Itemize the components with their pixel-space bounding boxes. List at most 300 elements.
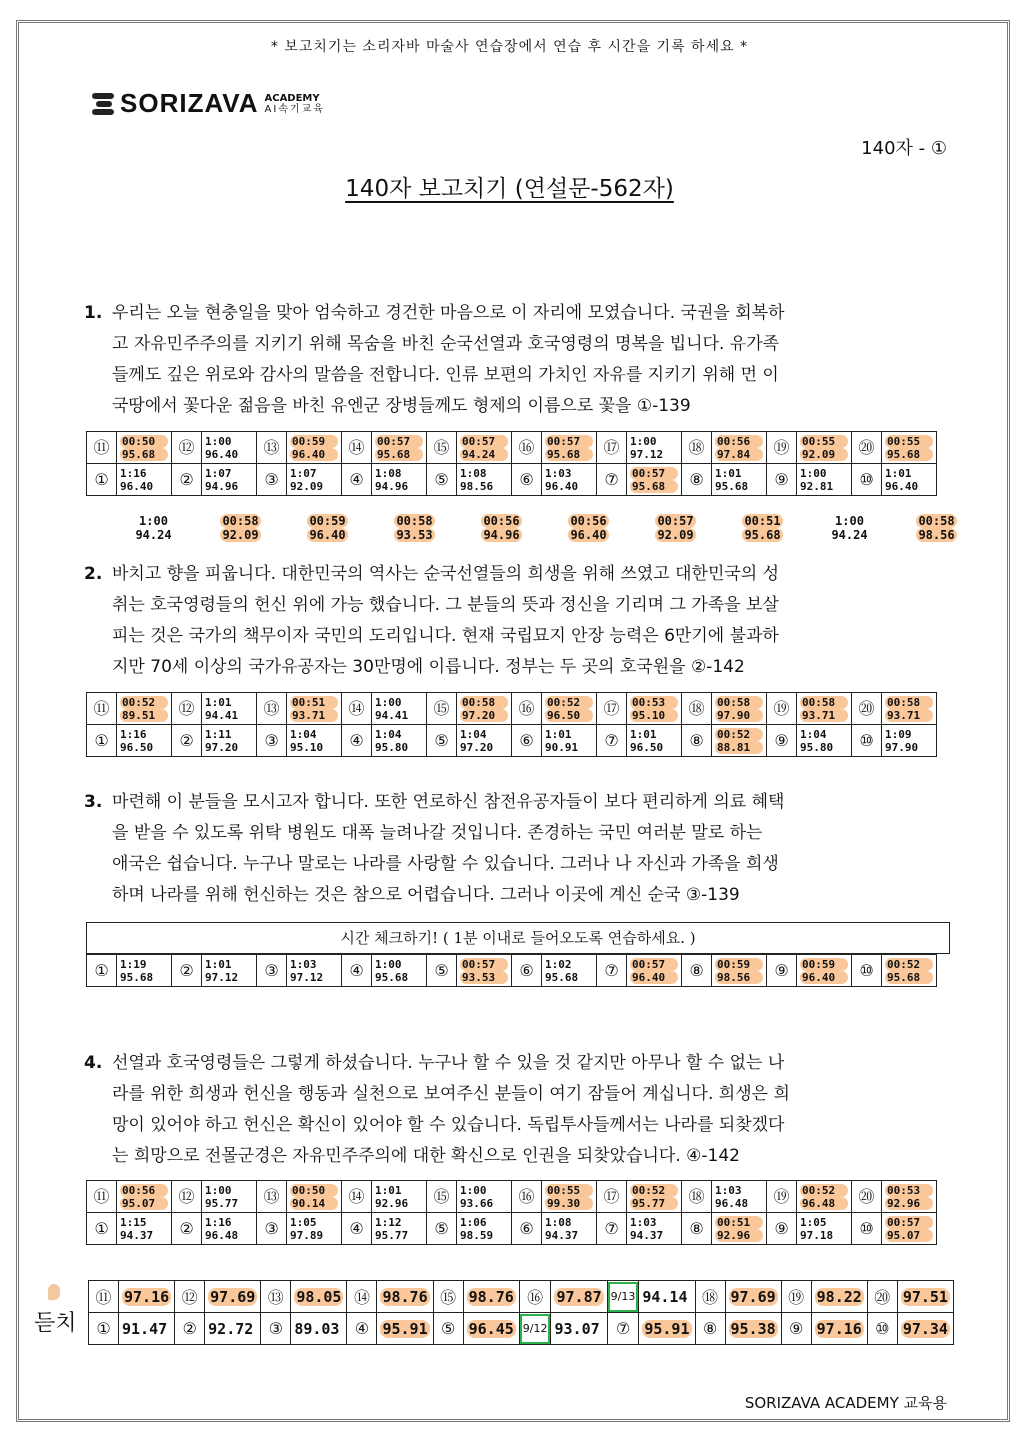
record-accuracy: 95.68 xyxy=(375,448,423,461)
record-row xyxy=(87,693,937,725)
record-accuracy: 93.71 xyxy=(885,709,933,722)
logo-icon xyxy=(92,93,116,115)
record-accuracy: 94.24 xyxy=(460,448,508,461)
attempt-record xyxy=(287,955,342,987)
dictation-accuracy: 97.69 xyxy=(205,1281,261,1313)
attempt-record xyxy=(287,1181,342,1213)
record-time: 1:08 xyxy=(375,466,402,480)
record-time: 00:57 xyxy=(885,1216,933,1229)
dictation-number: ⑦ xyxy=(607,1313,639,1345)
record-accuracy: 96.50 xyxy=(630,740,664,754)
attempt-record xyxy=(372,955,427,987)
record-accuracy: 97.89 xyxy=(290,1228,324,1242)
record-time: 00:52 xyxy=(120,696,168,709)
record-accuracy: 93.66 xyxy=(460,1196,494,1210)
record-time: 1:01 xyxy=(715,466,742,480)
record-time: 00:51 xyxy=(290,696,338,709)
page-title: 140자 보고치기 (연설문-562자) xyxy=(345,176,674,202)
attempt-number: ⑧ xyxy=(682,1213,712,1245)
attempt-record xyxy=(712,955,767,987)
attempt-record xyxy=(287,693,342,725)
dictation-number: ① xyxy=(89,1313,119,1345)
record-accuracy: 94.41 xyxy=(205,708,239,722)
record-time: 1:04 xyxy=(375,727,402,741)
attempt-number: ⑫ xyxy=(172,1181,202,1213)
attempt-number: ⑦ xyxy=(597,955,627,987)
dictation-accuracy: 97.34 xyxy=(897,1313,953,1345)
attempt-record xyxy=(797,464,852,496)
record-time: 1:15 xyxy=(120,1215,147,1229)
record-accuracy: 96.48 xyxy=(715,1196,749,1210)
record-accuracy: 94.96 xyxy=(205,479,239,493)
attempt-record xyxy=(627,432,682,464)
attempt-number: ⑭ xyxy=(342,1181,372,1213)
extra-record: 1:00 94.24 xyxy=(831,514,868,542)
attempt-number: ⑪ xyxy=(87,693,117,725)
record-time: 1:01 xyxy=(545,727,572,741)
attempt-record xyxy=(797,725,852,757)
record-time: 1:00 xyxy=(375,957,402,971)
record-time: 1:03 xyxy=(545,466,572,480)
dictation-table xyxy=(88,1280,954,1345)
dictation-accuracy: 95.91 xyxy=(377,1313,433,1345)
exercise-code: 140자 - ① xyxy=(861,138,947,159)
attempt-number: ② xyxy=(172,725,202,757)
dictation-accuracy: 94.14 xyxy=(639,1281,695,1313)
record-accuracy: 95.80 xyxy=(800,740,834,754)
attempt-record xyxy=(882,464,937,496)
record-time: 00:50 xyxy=(120,435,168,448)
extra-record: 00:58 92.09 xyxy=(222,514,259,542)
paragraph-3: 3. 마련해 이 분들을 모시고자 합니다. 또한 연로하신 참전유공자들이 보다 편리하게 의료 혜택 을 받을 수 있도록 위탁 병원도 대폭 늘려나갈 것입니다. 존경하는 국민 여러분 말로 하는 애국은 쉽습니다. 누구나 말로는 나라를 사랑할 수 있습니다. 그러나 나 자신과 가족을 희생 하며 나라를 위해 헌신하는 것은 참으로 어렵습니다. 그러나 이곳에 계신 순국 ③-139 xyxy=(84,792,785,905)
record-time: 1:01 xyxy=(205,695,232,709)
record-time: 00:59 xyxy=(800,958,848,971)
record-accuracy: 97.90 xyxy=(715,709,763,722)
dictation-number: ⑫ xyxy=(175,1281,205,1313)
record-time: 00:57 xyxy=(460,958,508,971)
attempt-record xyxy=(372,432,427,464)
dictation-accuracy: 98.76 xyxy=(463,1281,519,1313)
extra-record: 00:58 98.56 xyxy=(918,514,955,542)
time-check-label: 시간 체크하기! ( 1분 이내로 들어오도록 연습하세요. ) xyxy=(86,922,950,954)
dictation-number: ⑯ xyxy=(519,1281,551,1313)
extra-record: 00:56 94.96 xyxy=(483,514,520,542)
record-time: 1:09 xyxy=(885,727,912,741)
attempt-number: ⑨ xyxy=(767,955,797,987)
dictation-accuracy: 98.22 xyxy=(811,1281,867,1313)
attempt-record xyxy=(202,464,257,496)
attempt-number: ⑨ xyxy=(767,464,797,496)
attempt-record xyxy=(117,464,172,496)
record-time: 00:58 xyxy=(460,696,508,709)
attempt-number: ⑯ xyxy=(512,1181,542,1213)
attempt-record xyxy=(287,1213,342,1245)
record-accuracy: 98.56 xyxy=(460,479,494,493)
record-time: 00:58 xyxy=(715,696,763,709)
record-time: 1:16 xyxy=(120,727,147,741)
attempt-record xyxy=(797,693,852,725)
attempt-number: ⑤ xyxy=(427,955,457,987)
attempt-number: ⑪ xyxy=(87,1181,117,1213)
record-time: 1:04 xyxy=(460,727,487,741)
attempt-record xyxy=(457,1181,512,1213)
attempt-record xyxy=(712,725,767,757)
record-time: 1:03 xyxy=(715,1183,742,1197)
dictation-accuracy: 98.76 xyxy=(377,1281,433,1313)
record-time: 1:04 xyxy=(290,727,317,741)
record-time: 1:02 xyxy=(545,957,572,971)
record-table-2 xyxy=(86,692,937,757)
record-time: 1:04 xyxy=(800,727,827,741)
record-time: 1:00 xyxy=(205,434,232,448)
record-accuracy: 97.20 xyxy=(205,740,239,754)
record-time: 00:59 xyxy=(290,435,338,448)
attempt-number: ⑮ xyxy=(427,693,457,725)
attempt-record xyxy=(542,432,597,464)
attempt-number: ③ xyxy=(257,725,287,757)
record-time: 1:12 xyxy=(375,1215,402,1229)
record-accuracy: 94.96 xyxy=(375,479,409,493)
record-time: 00:52 xyxy=(800,1184,848,1197)
record-accuracy: 97.12 xyxy=(290,970,324,984)
record-accuracy: 97.20 xyxy=(460,740,494,754)
record-accuracy: 96.40 xyxy=(290,448,338,461)
record-time: 00:57 xyxy=(375,435,423,448)
record-time: 1:06 xyxy=(460,1215,487,1229)
record-time: 1:01 xyxy=(885,466,912,480)
logo-text: SORIZAVA xyxy=(120,88,259,118)
record-accuracy: 96.40 xyxy=(205,447,239,461)
dictation-accuracy: 97.69 xyxy=(725,1281,781,1313)
attempt-number: ⑤ xyxy=(427,1213,457,1245)
dictation-accuracy: 91.47 xyxy=(119,1313,175,1345)
record-accuracy: 92.96 xyxy=(375,1196,409,1210)
record-accuracy: 96.40 xyxy=(800,971,848,984)
footer-text: SORIZAVA ACADEMY 교육용 xyxy=(744,1394,947,1412)
attempt-record xyxy=(712,464,767,496)
record-time: 1:00 xyxy=(375,695,402,709)
record-accuracy: 95.77 xyxy=(630,1197,678,1210)
attempt-number: ④ xyxy=(342,464,372,496)
record-accuracy: 95.68 xyxy=(885,448,933,461)
record-time: 00:52 xyxy=(545,696,593,709)
attempt-number: ⑰ xyxy=(597,432,627,464)
attempt-record xyxy=(797,955,852,987)
attempt-number: ⑥ xyxy=(512,1213,542,1245)
attempt-number: ③ xyxy=(257,1213,287,1245)
dictation-accuracy: 93.07 xyxy=(551,1313,607,1345)
dictation-number: ⑧ xyxy=(695,1313,725,1345)
record-time: 00:52 xyxy=(630,1184,678,1197)
attempt-record xyxy=(202,693,257,725)
dictation-accuracy: 96.45 xyxy=(463,1313,519,1345)
record-time: 00:57 xyxy=(630,958,678,971)
record-accuracy: 95.68 xyxy=(545,448,593,461)
record-time: 1:08 xyxy=(460,466,487,480)
attempt-record xyxy=(287,432,342,464)
record-accuracy: 97.18 xyxy=(800,1228,834,1242)
record-time: 1:00 xyxy=(800,466,827,480)
attempt-record xyxy=(287,464,342,496)
record-accuracy: 95.77 xyxy=(375,1228,409,1242)
attempt-number: ⑱ xyxy=(682,432,712,464)
attempt-record xyxy=(542,1213,597,1245)
record-time: 00:52 xyxy=(885,958,933,971)
attempt-record xyxy=(882,955,937,987)
record-row xyxy=(87,1213,937,1245)
dictation-row xyxy=(89,1313,954,1345)
dictation-number: ⑭ xyxy=(347,1281,377,1313)
attempt-record xyxy=(202,955,257,987)
attempt-number: ⑧ xyxy=(682,725,712,757)
dictation-accuracy: 89.03 xyxy=(291,1313,347,1345)
attempt-record xyxy=(457,955,512,987)
attempt-number: ⑩ xyxy=(852,725,882,757)
attempt-number: ⑬ xyxy=(257,432,287,464)
attempt-number: ⑱ xyxy=(682,693,712,725)
record-accuracy: 95.10 xyxy=(630,709,678,722)
attempt-number: ⑦ xyxy=(597,725,627,757)
attempt-number: ⑧ xyxy=(682,955,712,987)
record-time: 00:57 xyxy=(545,435,593,448)
extra-record: 00:57 92.09 xyxy=(657,514,694,542)
attempt-record xyxy=(627,955,682,987)
record-accuracy: 95.68 xyxy=(885,971,933,984)
paragraph-2: 2. 바치고 향을 피웁니다. 대한민국의 역사는 순국선열들의 희생을 위해 쓰였고 대한민국의 성 취는 호국영령들의 헌신 위에 가능 했습니다. 그 분들의 뜻과 정신을 기리며 그 가족을 보살 피는 것은 국가의 책무이자 국민의 도리입니다. 현재 국립묘지 안장 능력은 6만기에 불과하 지만 70세 이상의 국가유공자는 30만명에 이릅니다. 정부는 두 곳의 호국원을 ②-142 xyxy=(84,564,780,677)
record-accuracy: 96.48 xyxy=(800,1197,848,1210)
attempt-number: ⑮ xyxy=(427,432,457,464)
record-accuracy: 89.51 xyxy=(120,709,168,722)
attempt-record xyxy=(542,693,597,725)
attempt-record xyxy=(542,725,597,757)
attempt-record xyxy=(117,725,172,757)
record-accuracy: 90.91 xyxy=(545,740,579,754)
dictation-accuracy: 97.51 xyxy=(897,1281,953,1313)
attempt-record xyxy=(627,1213,682,1245)
record-time: 1:01 xyxy=(375,1183,402,1197)
attempt-number: ⑫ xyxy=(172,432,202,464)
record-time: 00:51 xyxy=(715,1216,763,1229)
record-time: 00:50 xyxy=(290,1184,338,1197)
paragraph-1: 1. 우리는 오늘 현충일을 맞아 엄숙하고 경건한 마음으로 이 자리에 모였습니다. 국권을 회복하 고 자유민주주의를 지키기 위해 목숨을 바친 순국선열과 호국영령의 명복을 빕니다. 유가족 들께도 깊은 위로와 감사의 말씀을 전합니다. 인류 보편의 가치인 자유를 지키기 위해 먼 이 국땅에서 꽃다운 젊음을 바친 유엔군 장병들께도 형제의 이름으로 꽃을 ①-139 xyxy=(84,303,785,416)
record-time: 00:55 xyxy=(545,1184,593,1197)
record-time: 00:53 xyxy=(630,696,678,709)
extra-record: 1:00 94.24 xyxy=(135,514,172,542)
attempt-number: ⑳ xyxy=(852,693,882,725)
record-row xyxy=(87,464,937,496)
record-time: 00:56 xyxy=(715,435,763,448)
attempt-record xyxy=(117,955,172,987)
record-time: 1:16 xyxy=(205,1215,232,1229)
attempt-record xyxy=(627,693,682,725)
record-accuracy: 98.56 xyxy=(715,971,763,984)
attempt-number: ⑲ xyxy=(767,693,797,725)
record-table-4 xyxy=(86,1180,937,1245)
record-accuracy: 96.48 xyxy=(205,1228,239,1242)
attempt-record xyxy=(372,693,427,725)
sorizava-logo xyxy=(92,88,325,119)
attempt-record xyxy=(117,693,172,725)
attempt-number: ⑨ xyxy=(767,1213,797,1245)
attempt-record xyxy=(542,955,597,987)
instruction-note: * 보고치기는 소리자바 마술사 연습장에서 연습 후 시간을 기록 하세요 * xyxy=(270,39,749,55)
paragraph-4: 4. 선열과 호국영령들은 그렇게 하셨습니다. 누구나 할 수 있을 것 같지만 아무나 할 수 없는 나 라를 위한 희생과 헌신을 행동과 실천으로 보여주신 분들이 여기 잠들어 계십니다. 희생은 희 망이 있어야 하고 헌신은 확신이 있어야 할 수 있습니다. 독립투사들께서는 나라를 되찾겠다 는 희망으로 전몰군경은 자유민주주의에 대한 확신으로 인권을 되찾았습니다. ④-142 xyxy=(84,1053,790,1166)
attempt-number: ① xyxy=(87,1213,117,1245)
attempt-record xyxy=(457,464,512,496)
attempt-number: ⑯ xyxy=(512,693,542,725)
attempt-number: ⑤ xyxy=(427,725,457,757)
record-accuracy: 95.07 xyxy=(885,1229,933,1242)
record-accuracy: 96.40 xyxy=(545,479,579,493)
attempt-number: ⑩ xyxy=(852,1213,882,1245)
attempt-record xyxy=(712,1181,767,1213)
dictation-number: ③ xyxy=(261,1313,291,1345)
attempt-record xyxy=(542,1181,597,1213)
attempt-record xyxy=(117,1213,172,1245)
attempt-record xyxy=(797,1213,852,1245)
record-time: 00:59 xyxy=(715,958,763,971)
record-accuracy: 96.50 xyxy=(545,709,593,722)
record-accuracy: 94.41 xyxy=(375,708,409,722)
dictation-number: 9/13 xyxy=(607,1281,639,1313)
dictation-number: 9/12 xyxy=(519,1313,551,1345)
record-accuracy: 95.07 xyxy=(120,1197,168,1210)
attempt-number: ⑳ xyxy=(852,1181,882,1213)
record-accuracy: 94.37 xyxy=(120,1228,154,1242)
attempt-number: ⑩ xyxy=(852,464,882,496)
extra-record: 00:58 93.53 xyxy=(396,514,433,542)
attempt-record xyxy=(627,1181,682,1213)
record-table-3 xyxy=(86,954,937,987)
logo-subtitle: ACADEMY AI속기교육 xyxy=(264,92,325,115)
attempt-number: ⑲ xyxy=(767,432,797,464)
record-accuracy: 94.37 xyxy=(545,1228,579,1242)
record-accuracy: 92.09 xyxy=(290,479,324,493)
record-accuracy: 95.68 xyxy=(545,970,579,984)
record-accuracy: 95.68 xyxy=(375,970,409,984)
record-time: 00:56 xyxy=(120,1184,168,1197)
record-accuracy: 95.68 xyxy=(120,970,154,984)
record-accuracy: 96.40 xyxy=(630,971,678,984)
attempt-number: ② xyxy=(172,464,202,496)
extra-record: 00:59 96.40 xyxy=(309,514,346,542)
attempt-number: ⑥ xyxy=(512,464,542,496)
attempt-number: ④ xyxy=(342,955,372,987)
record-accuracy: 93.71 xyxy=(800,709,848,722)
attempt-record xyxy=(457,1213,512,1245)
attempt-record xyxy=(882,432,937,464)
record-time: 1:03 xyxy=(290,957,317,971)
attempt-record xyxy=(542,464,597,496)
attempt-number: ② xyxy=(172,955,202,987)
record-time: 1:07 xyxy=(290,466,317,480)
attempt-record xyxy=(797,432,852,464)
record-time: 00:55 xyxy=(885,435,933,448)
attempt-number: ① xyxy=(87,725,117,757)
record-accuracy: 95.10 xyxy=(290,740,324,754)
dictation-label: 듣치 xyxy=(34,1311,77,1336)
attempt-number: ⑪ xyxy=(87,432,117,464)
attempt-number: ② xyxy=(172,1213,202,1245)
attempt-record xyxy=(372,464,427,496)
attempt-number: ⑤ xyxy=(427,464,457,496)
extra-record: 00:56 96.40 xyxy=(570,514,607,542)
record-accuracy: 96.40 xyxy=(885,479,919,493)
record-time: 1:19 xyxy=(120,957,147,971)
attempt-record xyxy=(457,693,512,725)
attempt-record xyxy=(882,693,937,725)
record-accuracy: 95.77 xyxy=(205,1196,239,1210)
record-time: 1:08 xyxy=(545,1215,572,1229)
record-time: 1:11 xyxy=(205,727,232,741)
record-time: 1:07 xyxy=(205,466,232,480)
dictation-number: ⑨ xyxy=(781,1313,811,1345)
record-time: 00:58 xyxy=(800,696,848,709)
attempt-number: ③ xyxy=(257,955,287,987)
attempt-number: ⑰ xyxy=(597,1181,627,1213)
record-accuracy: 97.90 xyxy=(885,740,919,754)
record-accuracy: 97.12 xyxy=(630,447,664,461)
attempt-record xyxy=(712,1213,767,1245)
extra-record: 00:51 95.68 xyxy=(744,514,781,542)
dictation-accuracy: 95.38 xyxy=(725,1313,781,1345)
record-accuracy: 88.81 xyxy=(715,741,763,754)
record-accuracy: 92.81 xyxy=(800,479,834,493)
attempt-number: ⑫ xyxy=(172,693,202,725)
attempt-number: ⑲ xyxy=(767,1181,797,1213)
record-time: 1:05 xyxy=(290,1215,317,1229)
attempt-number: ⑭ xyxy=(342,432,372,464)
attempt-record xyxy=(882,1181,937,1213)
dictation-accuracy: 97.16 xyxy=(811,1313,867,1345)
record-table-1 xyxy=(86,431,937,496)
attempt-record xyxy=(202,432,257,464)
attempt-number: ① xyxy=(87,464,117,496)
dictation-number: ⑩ xyxy=(867,1313,897,1345)
attempt-record xyxy=(202,1181,257,1213)
dictation-number: ④ xyxy=(347,1313,377,1345)
record-accuracy: 95.80 xyxy=(375,740,409,754)
dictation-number: ⑲ xyxy=(781,1281,811,1313)
extra-records-1 xyxy=(110,514,980,542)
record-time: 1:01 xyxy=(205,957,232,971)
attempt-number: ⑮ xyxy=(427,1181,457,1213)
attempt-record xyxy=(627,725,682,757)
attempt-record xyxy=(882,725,937,757)
attempt-number: ⑬ xyxy=(257,1181,287,1213)
attempt-number: ⑦ xyxy=(597,1213,627,1245)
record-accuracy: 99.30 xyxy=(545,1197,593,1210)
dictation-number: ⑤ xyxy=(433,1313,463,1345)
attempt-number: ⑯ xyxy=(512,432,542,464)
dictation-number: ⑱ xyxy=(695,1281,725,1313)
attempt-number: ⑥ xyxy=(512,955,542,987)
record-time: 00:53 xyxy=(885,1184,933,1197)
attempt-number: ⑨ xyxy=(767,725,797,757)
attempt-number: ⑱ xyxy=(682,1181,712,1213)
record-row xyxy=(87,432,937,464)
record-row xyxy=(87,1181,937,1213)
attempt-number: ④ xyxy=(342,1213,372,1245)
record-time: 1:00 xyxy=(630,434,657,448)
attempt-number: ⑭ xyxy=(342,693,372,725)
attempt-record xyxy=(457,432,512,464)
ear-icon xyxy=(48,1284,60,1300)
record-time: 1:01 xyxy=(630,727,657,741)
record-accuracy: 95.68 xyxy=(630,480,678,493)
record-accuracy: 96.40 xyxy=(120,479,154,493)
attempt-number: ④ xyxy=(342,725,372,757)
